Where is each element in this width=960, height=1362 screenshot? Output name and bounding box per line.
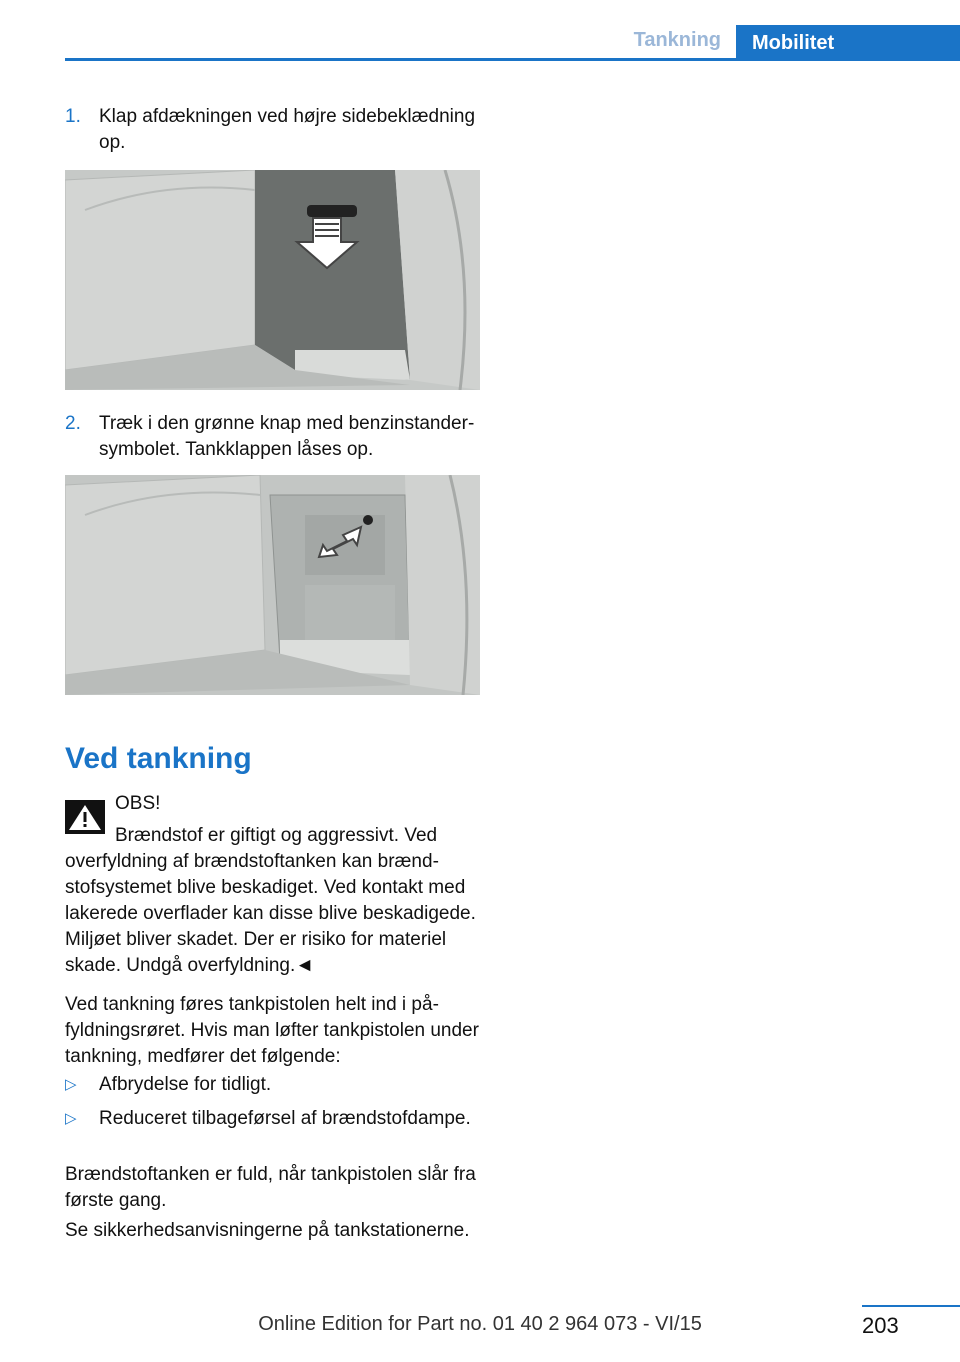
footer-edition: Online Edition for Part no. 01 40 2 964 073 - VI/15: [258, 1313, 702, 1335]
step-number: 1.: [65, 106, 81, 127]
illustration-cover-flap: [65, 170, 480, 390]
bullet-text: Reduceret tilbageførsel af brændstofdampe.: [99, 1108, 471, 1129]
illustration-release-button: [65, 475, 480, 695]
warning-label: OBS!: [115, 793, 161, 814]
paragraph-tank-full: Brændstoftanken er fuld, når tankpistolen slår fra første gang.: [65, 1164, 476, 1211]
paragraph-refueling: Ved tankning føres tankpistolen helt ind i påfyldningsrøret. Hvis man løfter tankpistolen under tankning, medfører det følgende:: [65, 994, 479, 1067]
page-number-rule: [862, 1305, 960, 1307]
section-title: Ved tankning: [65, 742, 252, 775]
warning-body: Brændstof er giftigt og aggressivt. Ved overfyldning af brændstoftanken kan brændstofsystemet blive beskadiget. Ved kontakt med lakerede overflader kan disse blive beskadigede. Miljøet bliver skadet. Der er risiko for materiel skade. Undgå overfyldning.◄: [65, 825, 476, 976]
release-button-drawing: [65, 475, 480, 695]
cover-flap-drawing: [65, 170, 480, 390]
bullet-text: Afbrydelse for tidligt.: [99, 1074, 272, 1095]
bullet-marker: ▷: [65, 1110, 77, 1127]
page-header: [65, 25, 960, 61]
step-number: 2.: [65, 413, 81, 434]
paragraph-safety: Se sikkerhedsanvisningerne på tankstationerne.: [65, 1220, 470, 1241]
step-text: Klap afdækningen ved højre sidebeklædning op.: [99, 106, 476, 153]
page-number: 203: [862, 1313, 899, 1338]
step-text: Træk i den grønne knap med benzinstander-symbolet. Tankklappen låses op.: [99, 413, 475, 460]
header-chapter-tab: Mobilitet: [736, 25, 960, 61]
header-rule: [65, 58, 960, 61]
bullet-marker: ▷: [65, 1076, 77, 1093]
warning-text: [65, 823, 480, 979]
header-section-label: Tankning: [633, 29, 721, 51]
